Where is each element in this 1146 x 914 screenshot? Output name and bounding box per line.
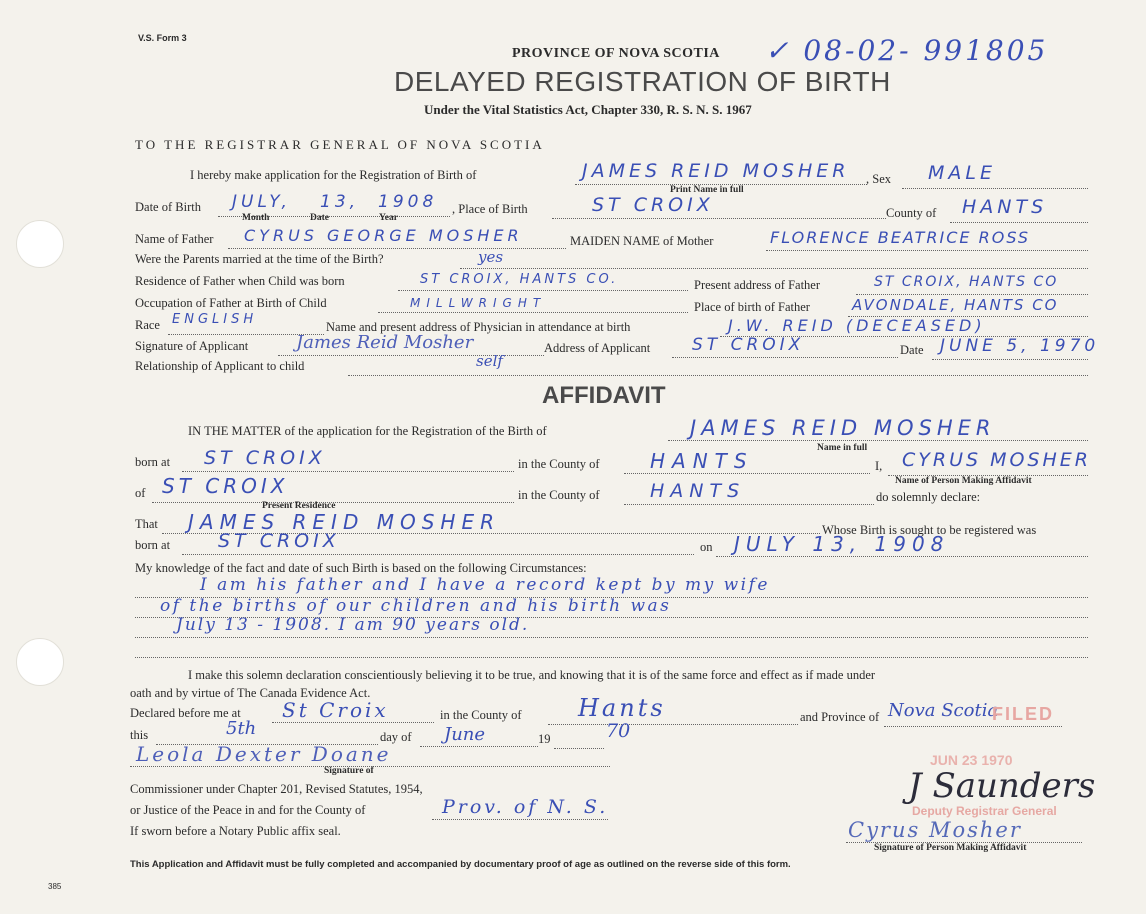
- declared-county[interactable]: Hants: [578, 694, 666, 722]
- justice-line: or Justice of the Peace in and for the County of: [130, 803, 366, 817]
- of-label: of: [135, 486, 146, 500]
- father-name[interactable]: CYRUS GEORGE MOSHER: [244, 226, 523, 245]
- deputy-signature: J Saunders: [908, 766, 1096, 806]
- month-caption: Month: [242, 213, 270, 223]
- person-signature-label: Signature of Person Making Affidavit: [874, 843, 1027, 853]
- born-at2-value[interactable]: ST CROIX: [218, 530, 340, 552]
- married-value[interactable]: yes: [478, 248, 504, 266]
- addressee-line: TO THE REGISTRAR GENERAL OF NOVA SCOTIA: [135, 137, 545, 152]
- occupation-value[interactable]: MILLWRIGHT: [410, 296, 547, 310]
- i-label: I,: [875, 459, 883, 473]
- present-residence-note: Present Residence: [262, 501, 336, 511]
- occupation-label: Occupation of Father at Birth of Child: [135, 296, 327, 310]
- address-applicant-label: Address of Applicant: [544, 341, 651, 355]
- date-label: Date: [900, 343, 924, 357]
- that-value[interactable]: JAMES REID MOSHER: [188, 510, 500, 534]
- form-number: V.S. Form 3: [138, 33, 187, 43]
- affidavit-county[interactable]: HANTS: [650, 449, 754, 473]
- knowledge-label: My knowledge of the fact and date of such Birth is based on the following Circumstances:: [135, 561, 587, 575]
- born-at-label: born at: [135, 455, 171, 469]
- year-caption: Year: [379, 213, 398, 223]
- application-intro: I hereby make application for the Registration of Birth of: [190, 168, 477, 182]
- present-address[interactable]: ST CROIX, HANTS CO: [874, 274, 1059, 290]
- print-name-note: Print Name in full: [670, 185, 744, 195]
- day-of-label: day of: [380, 730, 412, 744]
- dob-label: Date of Birth: [135, 200, 201, 214]
- declare-label: do solemnly declare:: [876, 490, 981, 504]
- that-label: That: [135, 517, 158, 531]
- dob-year[interactable]: 1908: [378, 192, 438, 212]
- punch-hole-bottom: [16, 638, 64, 686]
- born-at2-label: born at: [135, 538, 171, 552]
- county-label: County of: [886, 206, 937, 220]
- in-county-label: in the County of: [518, 457, 600, 471]
- solemn-declaration-1: I make this solemn declaration conscientiously believing it to be true, and knowing that it is of the same force and effect as if made under: [188, 668, 876, 682]
- form-title: DELAYED REGISTRATION OF BIRTH: [394, 66, 891, 97]
- matter-label: IN THE MATTER of the application for the Registration of the Birth of: [188, 424, 547, 438]
- affidavit-heading: AFFIDAVIT: [542, 382, 666, 409]
- affidavit-county2[interactable]: HANTS: [650, 480, 746, 502]
- of-value[interactable]: ST CROIX: [162, 474, 289, 498]
- circumstance-line-1[interactable]: I am his father and I have a record kept by my wife: [200, 575, 770, 595]
- name-in-full-note: Name in full: [817, 443, 868, 453]
- residence-father[interactable]: ST CROIX, HANTS CO.: [420, 272, 619, 287]
- sex-label: , Sex: [866, 172, 891, 186]
- race-value[interactable]: ENGLISH: [172, 312, 258, 327]
- father-label: Name of Father: [135, 232, 214, 246]
- day-value[interactable]: 5th: [226, 718, 257, 739]
- justice-county[interactable]: Prov. of N. S.: [442, 796, 609, 818]
- registration-number: ✓ 08-02- 991805: [765, 34, 1049, 67]
- year-prefix: 19: [538, 732, 551, 746]
- dob-date[interactable]: 13,: [320, 192, 360, 212]
- commissioner-line: Commissioner under Chapter 201, Revised Statutes, 1954,: [130, 782, 423, 796]
- province-label: and Province of: [800, 710, 880, 724]
- signature-of-label: Signature of: [324, 766, 374, 776]
- whose-birth-label: Whose Birth is sought to be registered was: [822, 523, 1037, 537]
- footer-note: This Application and Affidavit must be fully completed and accompanied by documentary proof of age as outlined on the reverse side of this form.: [130, 859, 791, 870]
- married-label: Were the Parents married at the time of the Birth?: [135, 252, 384, 266]
- on-label: on: [700, 540, 713, 554]
- form-code: 385: [48, 882, 62, 891]
- sex-value[interactable]: MALE: [928, 162, 996, 184]
- application-date[interactable]: JUNE 5, 1970: [940, 336, 1100, 356]
- pob-father-label: Place of birth of Father: [694, 300, 810, 314]
- form-subtitle: Under the Vital Statistics Act, Chapter 330, R. S. N. S. 1967: [424, 102, 752, 117]
- punch-hole-top: [16, 220, 64, 268]
- this-label: this: [130, 728, 149, 742]
- person-signature[interactable]: Cyrus Mosher: [848, 818, 1022, 842]
- place-label: , Place of Birth: [452, 202, 528, 216]
- year-value[interactable]: 70: [606, 720, 631, 742]
- deponent-note: Name of Person Making Affidavit: [895, 476, 1032, 486]
- physician-label: Name and present address of Physician in attendance at birth: [326, 320, 631, 334]
- dob-month[interactable]: JULY,: [232, 192, 291, 212]
- circumstance-line-2[interactable]: of the births of our children and his birth was: [160, 596, 672, 616]
- declared-at[interactable]: St Croix: [282, 698, 389, 722]
- residence-father-label: Residence of Father when Child was born: [135, 274, 345, 288]
- matter-name[interactable]: JAMES REID MOSHER: [690, 416, 996, 440]
- mother-name[interactable]: FLORENCE BEATRICE ROSS: [770, 228, 1031, 247]
- notary-line: If sworn before a Notary Public affix seal.: [130, 824, 341, 838]
- child-name[interactable]: JAMES REID MOSHER: [582, 160, 850, 182]
- deponent-name[interactable]: CYRUS MOSHER: [902, 449, 1091, 471]
- applicant-signature[interactable]: James Reid Mosher: [296, 332, 474, 353]
- commissioner-signature[interactable]: Leola Dexter Doane: [136, 742, 392, 766]
- present-address-label: Present address of Father: [694, 278, 821, 292]
- month-value[interactable]: June: [444, 724, 486, 745]
- race-label: Race: [135, 318, 160, 332]
- county-value[interactable]: HANTS: [962, 196, 1048, 218]
- born-at-value[interactable]: ST CROIX: [204, 447, 326, 469]
- circumstance-line-3[interactable]: July 13 - 1908. I am 90 years old.: [176, 615, 530, 635]
- deputy-registrar-label: Deputy Registrar General: [912, 804, 1057, 818]
- solemn-declaration-2: oath and by virtue of The Canada Evidence Act.: [130, 686, 371, 700]
- relationship-label: Relationship of Applicant to child: [135, 359, 305, 373]
- in-county2-label: in the County of: [518, 488, 600, 502]
- declared-province[interactable]: Nova Scotia: [888, 700, 999, 721]
- physician-value[interactable]: J.W. REID (DECEASED): [728, 316, 986, 335]
- filed-stamp: FILED: [992, 704, 1054, 724]
- sig-applicant-label: Signature of Applicant: [135, 339, 249, 353]
- county3-label: in the County of: [440, 708, 522, 722]
- applicant-address[interactable]: ST CROIX: [692, 335, 805, 355]
- mother-label: MAIDEN NAME of Mother: [570, 234, 714, 248]
- declared-label: Declared before me at: [130, 706, 241, 720]
- on-value[interactable]: JULY 13, 1908: [734, 532, 950, 556]
- province-heading: PROVINCE OF NOVA SCOTIA: [512, 46, 720, 61]
- stamp-date: JUN 23 1970: [930, 752, 1013, 768]
- place-of-birth[interactable]: ST CROIX: [592, 194, 714, 216]
- date-caption: Date: [310, 213, 329, 223]
- pob-father[interactable]: AVONDALE, HANTS CO: [852, 296, 1059, 314]
- relationship-value[interactable]: self: [476, 352, 503, 370]
